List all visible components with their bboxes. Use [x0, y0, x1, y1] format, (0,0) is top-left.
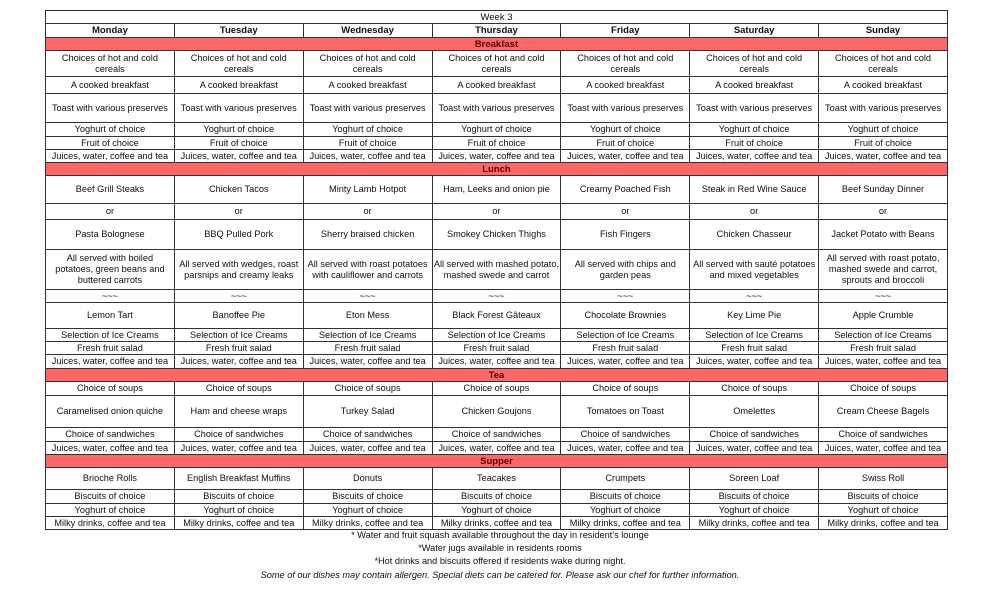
menu-item: or — [690, 204, 819, 220]
menu-item: or — [46, 204, 175, 220]
menu-item: Choice of sandwiches — [561, 428, 690, 442]
menu-item: Milky drinks, coffee and tea — [819, 517, 948, 530]
menu-item: Juices, water, coffee and tea — [46, 150, 175, 163]
menu-item: Biscuits of choice — [561, 490, 690, 504]
menu-item: Biscuits of choice — [432, 490, 561, 504]
menu-row — [46, 176, 948, 204]
menu-row — [46, 355, 948, 369]
menu-item: or — [819, 204, 948, 220]
menu-item: Choice of sandwiches — [432, 428, 561, 442]
menu-item: Selection of Ice Creams — [561, 329, 690, 342]
menu-item: Banoffee Pie — [174, 303, 303, 329]
menu-row — [46, 51, 948, 77]
section-band — [46, 38, 948, 51]
menu-item: Biscuits of choice — [819, 490, 948, 504]
menu-item: Choices of hot and cold cereals — [690, 51, 819, 77]
menu-item: Fruit of choice — [432, 137, 561, 150]
menu-row — [46, 517, 948, 530]
menu-item: Fruit of choice — [690, 137, 819, 150]
menu-item: All served with chips and garden peas — [561, 250, 690, 290]
menu-item: Yoghurt of choice — [690, 123, 819, 137]
menu-item: Juices, water, coffee and tea — [561, 150, 690, 163]
menu-item: ~~~ — [432, 290, 561, 303]
menu-item: Yoghurt of choice — [690, 504, 819, 517]
menu-item: Yoghurt of choice — [174, 504, 303, 517]
menu-item: Soreen Loaf — [690, 468, 819, 490]
menu-item: Crumpets — [561, 468, 690, 490]
menu-item: Juices, water, coffee and tea — [432, 355, 561, 369]
menu-item: All served with wedges, roast parsnips and creamy leaks — [174, 250, 303, 290]
menu-item: A cooked breakfast — [303, 77, 432, 94]
day-header-thursday: Thursday — [432, 24, 561, 38]
menu-item: Yoghurt of choice — [432, 504, 561, 517]
menu-item: Fruit of choice — [174, 137, 303, 150]
menu-item: All served with roast potato, mashed swede and carrot, sprouts and broccoli — [819, 250, 948, 290]
menu-item: Toast with various preserves — [432, 94, 561, 123]
section-header-lunch: Lunch — [46, 163, 948, 176]
menu-item: Choice of soups — [432, 382, 561, 396]
menu-item: Sherry braised chicken — [303, 220, 432, 250]
menu-item: Milky drinks, coffee and tea — [690, 517, 819, 530]
menu-item: Chicken Goujons — [432, 396, 561, 428]
menu-item: Milky drinks, coffee and tea — [46, 517, 175, 530]
menu-item: or — [432, 204, 561, 220]
menu-item: Biscuits of choice — [690, 490, 819, 504]
menu-item: Juices, water, coffee and tea — [174, 150, 303, 163]
week-title: Week 3 — [46, 11, 948, 24]
menu-item: Yoghurt of choice — [819, 123, 948, 137]
menu-row — [46, 490, 948, 504]
menu-item: ~~~ — [174, 290, 303, 303]
menu-row — [46, 220, 948, 250]
menu-item: Selection of Ice Creams — [432, 329, 561, 342]
menu-item: Fresh fruit salad — [303, 342, 432, 355]
menu-item: Selection of Ice Creams — [303, 329, 432, 342]
menu-item: Pasta Bolognese — [46, 220, 175, 250]
menu-item: Choices of hot and cold cereals — [432, 51, 561, 77]
menu-item: Juices, water, coffee and tea — [46, 442, 175, 455]
menu-item: Donuts — [303, 468, 432, 490]
menu-item: Juices, water, coffee and tea — [561, 355, 690, 369]
menu-item: Biscuits of choice — [46, 490, 175, 504]
menu-item: Selection of Ice Creams — [46, 329, 175, 342]
footnote-water-squash: * Water and fruit squash available throughout the day in resident's lounge — [351, 530, 649, 540]
menu-item: Juices, water, coffee and tea — [174, 355, 303, 369]
menu-item: Selection of Ice Creams — [174, 329, 303, 342]
menu-item: or — [174, 204, 303, 220]
menu-item: Biscuits of choice — [303, 490, 432, 504]
day-header-row — [46, 24, 948, 38]
menu-item: Ham and cheese wraps — [174, 396, 303, 428]
menu-row — [46, 396, 948, 428]
menu-item: English Breakfast Muffins — [174, 468, 303, 490]
menu-item: Choices of hot and cold cereals — [303, 51, 432, 77]
menu-item: Yoghurt of choice — [561, 123, 690, 137]
menu-item: Teacakes — [432, 468, 561, 490]
day-header-tuesday: Tuesday — [174, 24, 303, 38]
menu-item: Turkey Salad — [303, 396, 432, 428]
menu-item: Selection of Ice Creams — [690, 329, 819, 342]
menu-item: Yoghurt of choice — [46, 504, 175, 517]
menu-item: Choice of soups — [561, 382, 690, 396]
day-header-wednesday: Wednesday — [303, 24, 432, 38]
day-header-monday: Monday — [46, 24, 175, 38]
menu-item: Omelettes — [690, 396, 819, 428]
menu-item: Beef Sunday Dinner — [819, 176, 948, 204]
menu-item: A cooked breakfast — [561, 77, 690, 94]
menu-row — [46, 442, 948, 455]
day-header-saturday: Saturday — [690, 24, 819, 38]
menu-item: ~~~ — [46, 290, 175, 303]
menu-item: Toast with various preserves — [46, 94, 175, 123]
menu-item: Toast with various preserves — [303, 94, 432, 123]
footnote-hot-drinks: *Hot drinks and biscuits offered if residents wake during night. — [374, 556, 626, 566]
menu-item: All served with boiled potatoes, green beans and buttered carrots — [46, 250, 175, 290]
menu-item: Fresh fruit salad — [432, 342, 561, 355]
menu-item: Juices, water, coffee and tea — [819, 355, 948, 369]
allergen-disclaimer: Some of our dishes may contain allergen. Special diets can be catered for. Please ask our chef for further information. — [260, 570, 740, 580]
menu-row — [46, 204, 948, 220]
menu-item: Steak in Red Wine Sauce — [690, 176, 819, 204]
menu-item: All served with sauté potatoes and mixed vegetables — [690, 250, 819, 290]
section-band — [46, 369, 948, 382]
menu-item: Fish Fingers — [561, 220, 690, 250]
menu-item: ~~~ — [690, 290, 819, 303]
menu-item: A cooked breakfast — [690, 77, 819, 94]
menu-item: Yoghurt of choice — [303, 504, 432, 517]
menu-item: Juices, water, coffee and tea — [561, 442, 690, 455]
menu-item: Milky drinks, coffee and tea — [303, 517, 432, 530]
title-row — [46, 11, 948, 24]
menu-item: All served with mashed potato, mashed swede and carrot — [432, 250, 561, 290]
menu-row — [46, 428, 948, 442]
menu-item: All served with roast potatoes with cauliflower and carrots — [303, 250, 432, 290]
menu-item: Fresh fruit salad — [561, 342, 690, 355]
menu-item: Brioche Rolls — [46, 468, 175, 490]
section-band — [46, 163, 948, 176]
menu-item: Choices of hot and cold cereals — [819, 51, 948, 77]
menu-item: A cooked breakfast — [819, 77, 948, 94]
section-band — [46, 455, 948, 468]
menu-item: Chicken Tacos — [174, 176, 303, 204]
menu-item: Yoghurt of choice — [432, 123, 561, 137]
day-header-friday: Friday — [561, 24, 690, 38]
menu-item: Jacket Potato with Beans — [819, 220, 948, 250]
menu-item: Juices, water, coffee and tea — [303, 150, 432, 163]
menu-item: Yoghurt of choice — [174, 123, 303, 137]
menu-row — [46, 504, 948, 517]
menu-item: Apple Crumble — [819, 303, 948, 329]
menu-item: Caramelised onion quiche — [46, 396, 175, 428]
menu-row — [46, 342, 948, 355]
menu-item: Milky drinks, coffee and tea — [174, 517, 303, 530]
menu-item: Fresh fruit salad — [690, 342, 819, 355]
menu-item: Cream Cheese Bagels — [819, 396, 948, 428]
menu-item: Juices, water, coffee and tea — [690, 150, 819, 163]
menu-item: Fruit of choice — [819, 137, 948, 150]
menu-item: Choice of sandwiches — [174, 428, 303, 442]
menu-item: BBQ Pulled Pork — [174, 220, 303, 250]
menu-item: Fresh fruit salad — [819, 342, 948, 355]
menu-item: Choice of soups — [174, 382, 303, 396]
menu-item: Yoghurt of choice — [46, 123, 175, 137]
menu-item: Choices of hot and cold cereals — [174, 51, 303, 77]
menu-item: Toast with various preserves — [690, 94, 819, 123]
menu-item: Swiss Roll — [819, 468, 948, 490]
menu-item: Fresh fruit salad — [46, 342, 175, 355]
menu-item: Milky drinks, coffee and tea — [432, 517, 561, 530]
menu-item: ~~~ — [819, 290, 948, 303]
menu-item: Fruit of choice — [46, 137, 175, 150]
menu-item: Juices, water, coffee and tea — [819, 150, 948, 163]
menu-item: Juices, water, coffee and tea — [432, 150, 561, 163]
menu-item: Juices, water, coffee and tea — [690, 355, 819, 369]
menu-item: Juices, water, coffee and tea — [690, 442, 819, 455]
menu-item: Lemon Tart — [46, 303, 175, 329]
menu-row — [46, 77, 948, 94]
menu-item: Ham, Leeks and onion pie — [432, 176, 561, 204]
menu-item: or — [303, 204, 432, 220]
section-header-supper: Supper — [46, 455, 948, 468]
menu-item: Yoghurt of choice — [561, 504, 690, 517]
menu-item: Eton Mess — [303, 303, 432, 329]
menu-item: Toast with various preserves — [819, 94, 948, 123]
menu-item: Choice of soups — [690, 382, 819, 396]
menu-item: ~~~ — [561, 290, 690, 303]
menu-item: Choice of sandwiches — [819, 428, 948, 442]
menu-item: Creamy Poached Fish — [561, 176, 690, 204]
menu-item: A cooked breakfast — [174, 77, 303, 94]
menu-row — [46, 329, 948, 342]
section-header-breakfast: Breakfast — [46, 38, 948, 51]
menu-item: or — [561, 204, 690, 220]
menu-item: Juices, water, coffee and tea — [303, 355, 432, 369]
menu-item: Milky drinks, coffee and tea — [561, 517, 690, 530]
menu-item: Fresh fruit salad — [174, 342, 303, 355]
menu-item: Juices, water, coffee and tea — [432, 442, 561, 455]
menu-item: Choice of sandwiches — [46, 428, 175, 442]
menu-item: Choices of hot and cold cereals — [561, 51, 690, 77]
menu-row — [46, 250, 948, 290]
menu-row — [46, 290, 948, 303]
menu-item: Smokey Chicken Thighs — [432, 220, 561, 250]
menu-row — [46, 137, 948, 150]
menu-item: Tomatoes on Toast — [561, 396, 690, 428]
menu-item: Juices, water, coffee and tea — [46, 355, 175, 369]
menu-item: Toast with various preserves — [174, 94, 303, 123]
menu-item: Choice of soups — [303, 382, 432, 396]
menu-item: Biscuits of choice — [174, 490, 303, 504]
footnote-water-jugs: *Water jugs available in residents rooms — [418, 543, 582, 553]
menu-item: Chicken Chasseur — [690, 220, 819, 250]
section-header-tea: Tea — [46, 369, 948, 382]
menu-item: Toast with various preserves — [561, 94, 690, 123]
menu-row — [46, 303, 948, 329]
menu-item: Juices, water, coffee and tea — [303, 442, 432, 455]
menu-item: Yoghurt of choice — [819, 504, 948, 517]
menu-item: Juices, water, coffee and tea — [174, 442, 303, 455]
menu-row — [46, 94, 948, 123]
menu-item: Choices of hot and cold cereals — [46, 51, 175, 77]
day-header-sunday: Sunday — [819, 24, 948, 38]
menu-item: Juices, water, coffee and tea — [819, 442, 948, 455]
menu-item: Selection of Ice Creams — [819, 329, 948, 342]
menu-item: Minty Lamb Hotpot — [303, 176, 432, 204]
menu-item: Key Lime Pie — [690, 303, 819, 329]
weekly-menu-table — [45, 10, 948, 530]
menu-item: Fruit of choice — [561, 137, 690, 150]
menu-item: Choice of sandwiches — [690, 428, 819, 442]
menu-item: Yoghurt of choice — [303, 123, 432, 137]
menu-item: A cooked breakfast — [46, 77, 175, 94]
menu-item: Choice of soups — [819, 382, 948, 396]
menu-item: Black Forest Gâteaux — [432, 303, 561, 329]
menu-item: Choice of sandwiches — [303, 428, 432, 442]
menu-row — [46, 382, 948, 396]
menu-row — [46, 123, 948, 137]
menu-item: Beef Grill Steaks — [46, 176, 175, 204]
menu-item: Fruit of choice — [303, 137, 432, 150]
menu-row — [46, 150, 948, 163]
menu-item: Choice of soups — [46, 382, 175, 396]
menu-item: A cooked breakfast — [432, 77, 561, 94]
menu-item: Chocolate Brownies — [561, 303, 690, 329]
menu-item: ~~~ — [303, 290, 432, 303]
menu-row — [46, 468, 948, 490]
